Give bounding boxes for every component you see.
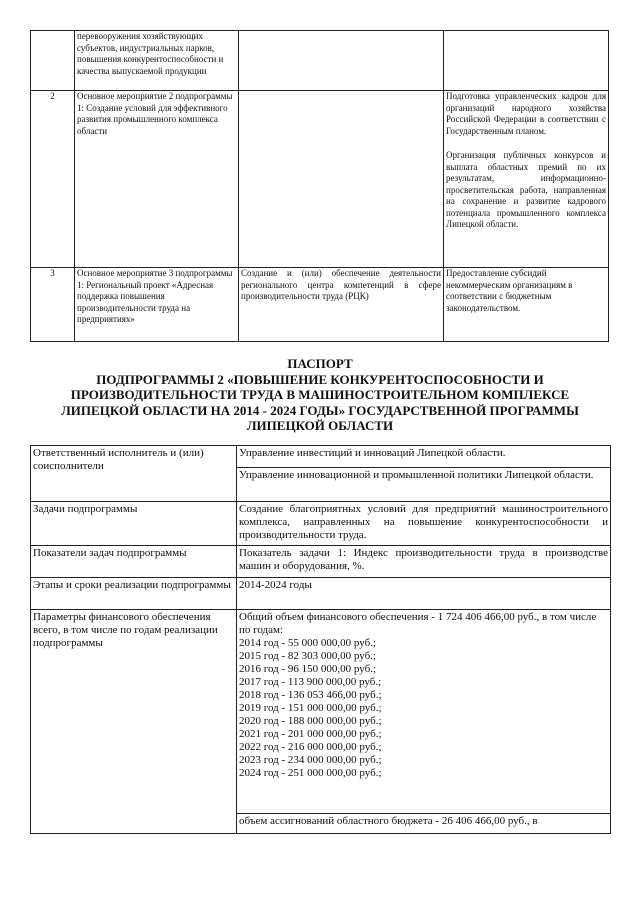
table-row <box>31 91 609 268</box>
table-row <box>31 31 609 91</box>
finance-year-line: 2020 год - 188 000 000,00 руб.; <box>239 715 382 727</box>
stages-label-cell: Этапы и сроки реализации подпрограммы <box>31 578 237 610</box>
row-number-cell: 2 <box>31 91 75 268</box>
activity-name-cell: Основное мероприятие 2 подпрограммы 1: Создание условий для эффективного развития промышленного комплекса области <box>75 91 239 268</box>
finance-year-line: 2023 год - 234 000 000,00 руб.; <box>239 754 382 766</box>
finance-year-line: 2021 год - 201 000 000,00 руб.; <box>239 728 382 740</box>
activity-content-cell: Предоставление субсидий некоммерческим организациям в соответствии с бюджетным законодательством. <box>444 268 609 342</box>
executor-value-cell: Управление инвестиций и инноваций Липецкой области. <box>237 446 611 468</box>
activity-direction-cell: Создание и (или) обеспечение деятельности регионального центра компетенций в сфере производительности труда (РЦК) <box>239 268 444 342</box>
indicators-value-cell: Показатель задачи 1: Индекс производительности труда в производстве машин и оборудования, %. <box>237 546 611 578</box>
activity-direction-cell <box>239 91 444 268</box>
title-line: ЛИПЕЦКОЙ ОБЛАСТИ НА 2014 - 2024 ГОДЫ» ГОСУДАРСТВЕННОЙ ПРОГРАММЫ <box>61 402 579 418</box>
title-line: ПРОИЗВОДИТЕЛЬНОСТИ ТРУДА В МАШИНОСТРОИТЕЛЬНОМ КОМПЛЕКСЕ <box>70 387 570 402</box>
title-line: ПАСПОРТ <box>287 356 353 371</box>
title-line: ПОДПРОГРАММЫ 2 «ПОВЫШЕНИЕ КОНКУРЕНТОСПОСОБНОСТИ И <box>96 371 544 387</box>
finance-year-line: 2024 год - 251 000 000,00 руб.; <box>239 767 382 779</box>
finance-year-line: 2019 год - 151 000 000,00 руб.; <box>239 702 382 714</box>
indicators-label-cell: Показатели задач подпрограммы <box>31 546 237 578</box>
stages-value-cell: 2014-2024 годы <box>237 578 611 610</box>
executor-label-cell: Ответственный исполнитель и (или) соисполнители <box>31 446 237 502</box>
table-row <box>31 578 611 610</box>
finance-value-cell <box>237 610 611 814</box>
activity-direction-cell <box>239 31 444 91</box>
activity-content-cell <box>444 31 609 91</box>
table-row <box>31 268 609 342</box>
content-paragraph: Организация публичных конкурсов и выплата областных премий по их результатам, информационно-просветительская работа, направленная на сохранение и развитие кадрового потенциала промышленного комплекса Липецкой области. <box>446 150 606 229</box>
finance-year-line: 2014 год - 55 000 000,00 руб.; <box>239 637 377 649</box>
tasks-label-cell: Задачи подпрограммы <box>31 502 237 546</box>
finance-total: Общий объем финансового обеспечения - 1 724 406 466,00 руб., в том числе по годам: <box>239 611 597 636</box>
executor-value-cell: Управление инновационной и промышленной политики Липецкой области. <box>237 468 611 502</box>
finance-year-line: 2017 год - 113 900 000,00 руб.; <box>239 676 382 688</box>
finance-year-line: 2016 год - 96 150 000,00 руб.; <box>239 663 377 675</box>
title-line: ЛИПЕЦКОЙ ОБЛАСТИ <box>246 418 394 433</box>
finance-year-line: 2015 год - 82 303 000,00 руб.; <box>239 650 377 662</box>
finance-regional-cell: объем ассигнований областного бюджета - 26 406 466,00 руб., в <box>237 814 611 834</box>
finance-label-cell: Параметры финансового обеспечения всего, в том числе по годам реализации подпрограммы <box>31 610 237 834</box>
row-number-cell: 3 <box>31 268 75 342</box>
activity-content-cell <box>444 91 609 268</box>
activity-name-cell: перевооружения хозяйствующих субъектов, индустриальных парков, повышения конкурентоспособности и качества выпускаемой продукции <box>75 31 239 91</box>
finance-year-line: 2018 год - 136 053 466,00 руб.; <box>239 689 382 701</box>
content-paragraph: Подготовка управленческих кадров для организаций народного хозяйства Российской Федерации в соответствии с Государственным планом. <box>446 91 606 136</box>
finance-year-line: 2022 год - 216 000 000,00 руб.; <box>239 741 382 753</box>
table-row <box>31 546 611 578</box>
passport-table <box>30 445 611 834</box>
table-row <box>31 610 611 814</box>
activity-name-cell: Основное мероприятие 3 подпрограммы 1: Региональный проект «Адресная поддержка повышения производительности труда на предприятиях» <box>75 268 239 342</box>
tasks-value-cell: Создание благоприятных условий для предприятий машиностроительного комплекса, направленных на повышение конкурентоспособности и производительности труда. <box>237 502 611 546</box>
table-row <box>31 446 611 468</box>
row-number-cell <box>31 31 75 91</box>
passport-title <box>40 356 600 434</box>
activities-table <box>30 30 609 342</box>
table-row <box>31 502 611 546</box>
